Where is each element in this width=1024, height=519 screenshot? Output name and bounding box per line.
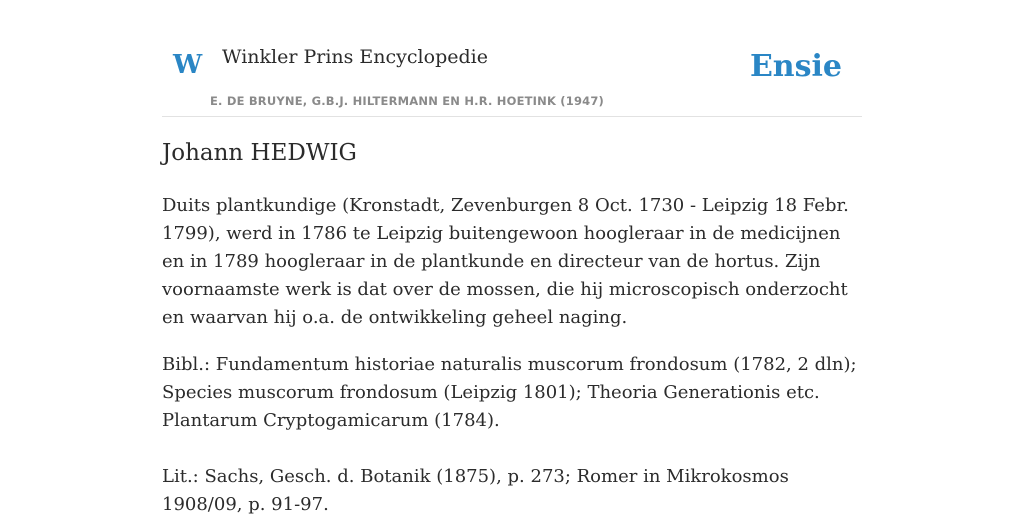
- winkler-prins-logo[interactable]: W: [173, 50, 203, 80]
- site-header: [162, 0, 862, 117]
- article-title: Johann HEDWIG: [162, 140, 357, 166]
- article-paragraph-literature: Lit.: Sachs, Gesch. d. Botanik (1875), p. 273; Romer in Mikrokosmos 1908/09, p. 91-97.: [162, 466, 789, 515]
- site-title[interactable]: Winkler Prins Encyclopedie: [222, 46, 488, 68]
- ensie-logo[interactable]: Ensie: [749, 49, 842, 84]
- site-subtitle: E. DE BRUYNE, G.B.J. HILTERMANN EN H.R. HOETINK (1947): [210, 94, 605, 108]
- page-content: [162, 0, 862, 515]
- article-paragraph-bibliography: Bibl.: Fundamentum historiae naturalis muscorum frondosum (1782, 2 dln); Species muscorum frondosum (Leipzig 1801); Theoria Generationis etc. Plantarum Cryptogamicarum (1784).: [162, 354, 857, 431]
- article-paragraph-description: Duits plantkundige (Kronstadt, Zevenburgen 8 Oct. 1730 - Leipzig 18 Febr. 1799), werd in 1786 te Leipzig buitengewoon hoogleraar in de medicijnen en in 1789 hoogleraar in de plantkunde en directeur van de hortus. Zijn voornaamste werk is dat over de mossen, die hij microscopisch onderzocht en waarvan hij o.a. de ontwikkeling geheel naging.: [162, 195, 849, 328]
